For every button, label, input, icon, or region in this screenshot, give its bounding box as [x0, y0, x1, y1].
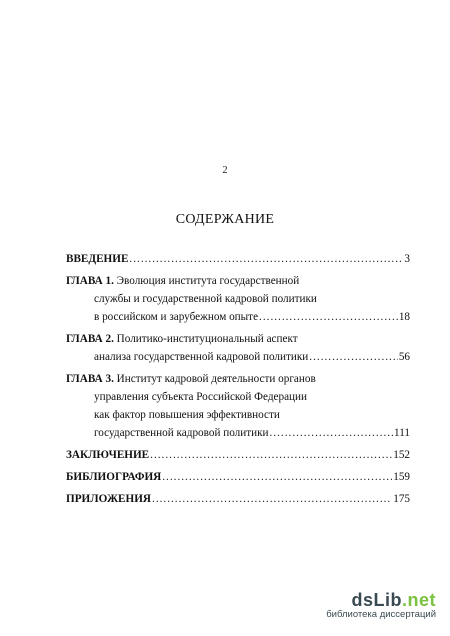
dslib-watermark [326, 590, 436, 620]
entry-title-line: государственной кадровой политики [94, 427, 269, 439]
toc-entry-appendices [66, 490, 410, 508]
dot-leader [129, 250, 403, 268]
entry-label: ГЛАВА 3. [66, 373, 114, 385]
toc-entry-introduction [66, 250, 410, 268]
entry-page: 18 [398, 311, 410, 323]
entry-label: БИБЛИОГРАФИЯ [66, 471, 162, 483]
dot-leader [162, 468, 392, 486]
toc-title: СОДЕРЖАНИЕ [175, 212, 275, 227]
entry-page: 152 [393, 449, 410, 461]
entry-title-line: анализа государственной кадровой политики [94, 351, 309, 363]
entry-page: 175 [393, 493, 410, 505]
entry-title-line: Политико-институциональный аспект [116, 333, 298, 345]
toc-entry-bibliography [66, 468, 410, 486]
entry-label: ПРИЛОЖЕНИЯ [66, 493, 152, 505]
entry-page: 159 [393, 471, 410, 483]
entry-title-line: службы и государственной кадровой политики [94, 293, 317, 305]
dslib-logo [326, 590, 436, 611]
entry-title-line: управления субъекта Российской Федерации [94, 391, 308, 403]
dot-leader [270, 424, 394, 442]
dot-leader [309, 348, 398, 366]
toc-entry-chapter-2 [66, 330, 410, 366]
logo-main: dsLib [351, 590, 402, 610]
table-of-contents [66, 250, 410, 512]
toc-entry-chapter-1 [66, 272, 410, 326]
entry-title-line: в российском и зарубежном опыте [94, 311, 259, 323]
dot-leader [152, 490, 392, 508]
entry-page: 56 [398, 351, 410, 363]
toc-entry-conclusion [66, 446, 410, 464]
page-number: 2 [222, 165, 228, 176]
logo-accent: .net [401, 590, 436, 610]
entry-label: ЗАКЛЮЧЕНИЕ [66, 449, 150, 461]
watermark-subtitle: библиотека диссертаций [326, 609, 436, 620]
entry-title-line: Институт кадровой деятельности органов [116, 373, 316, 385]
toc-entry-chapter-3 [66, 370, 410, 442]
dot-leader [259, 308, 398, 326]
entry-title-line: как фактор повышения эффективности [94, 409, 280, 421]
entry-label: ГЛАВА 2. [66, 333, 114, 345]
entry-title-line: Эволюция института государственной [116, 275, 300, 287]
dot-leader [150, 446, 392, 464]
entry-page: 111 [394, 427, 410, 439]
entry-label: ГЛАВА 1. [66, 275, 114, 287]
entry-label: ВВЕДЕНИЕ [66, 253, 129, 265]
entry-page: 3 [404, 253, 410, 265]
